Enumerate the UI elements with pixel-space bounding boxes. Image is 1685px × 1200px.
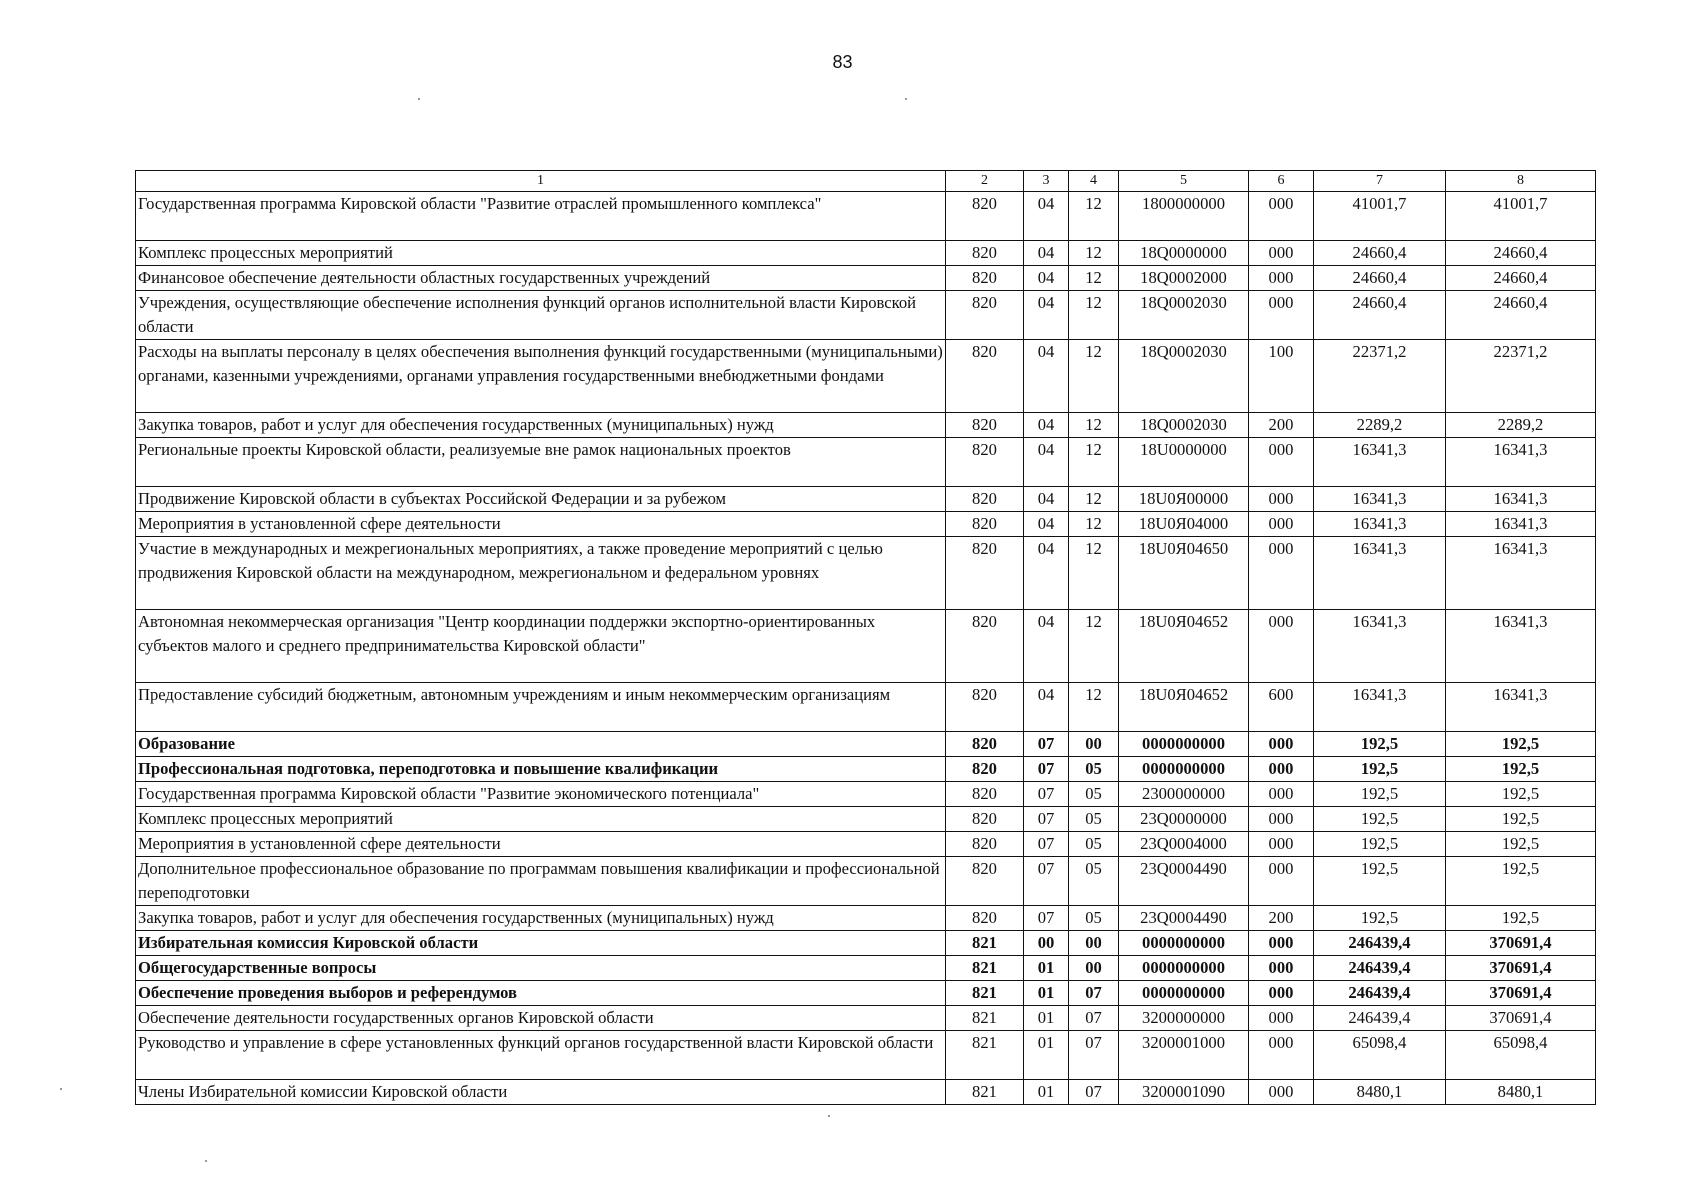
- row-value-cell-c3: 04: [1024, 537, 1069, 610]
- row-value-cell-c6: 000: [1249, 438, 1314, 487]
- table-row: [136, 610, 1596, 683]
- row-value-cell-c2: 821: [946, 1031, 1024, 1080]
- row-value-cell-c5: 0000000000: [1119, 956, 1249, 981]
- row-value-cell-c3: 07: [1024, 906, 1069, 931]
- row-value-cell-c4: 12: [1069, 537, 1119, 610]
- header-cell: 8: [1446, 171, 1596, 192]
- row-value-cell-c5: 18U0Я00000: [1119, 487, 1249, 512]
- row-value-cell-c3: 01: [1024, 981, 1069, 1006]
- row-value-cell-c2: 820: [946, 487, 1024, 512]
- row-name-cell: Закупка товаров, работ и услуг для обеспечения государственных (муниципальных) нужд: [136, 906, 946, 931]
- row-name-cell: Дополнительное профессиональное образование по программам повышения квалификации и профессиональной переподготовки: [136, 857, 946, 906]
- row-value-cell-c4: 00: [1069, 732, 1119, 757]
- row-value-cell-c6: 000: [1249, 1031, 1314, 1080]
- row-name-cell: Автономная некоммерческая организация "Центр координации поддержки экспортно-ориентированных субъектов малого и среднего предпринимательства Кировской области": [136, 610, 946, 683]
- row-value-cell-c6: 000: [1249, 807, 1314, 832]
- row-value-cell-c4: 12: [1069, 291, 1119, 340]
- table-row: [136, 832, 1596, 857]
- row-value-cell-c2: 820: [946, 291, 1024, 340]
- row-value-cell-c4: 05: [1069, 832, 1119, 857]
- row-value-cell-c6: 200: [1249, 413, 1314, 438]
- row-name-cell: Комплекс процессных мероприятий: [136, 807, 946, 832]
- row-value-cell-c8: 16341,3: [1446, 512, 1596, 537]
- row-value-cell-c8: 22371,2: [1446, 340, 1596, 413]
- row-value-cell-c8: 192,5: [1446, 782, 1596, 807]
- row-value-cell-c5: 18U0Я04650: [1119, 537, 1249, 610]
- row-value-cell-c7: 16341,3: [1314, 438, 1446, 487]
- row-value-cell-c5: 18U0Я04652: [1119, 683, 1249, 732]
- row-value-cell-c6: 000: [1249, 192, 1314, 241]
- row-name-cell: Предоставление субсидий бюджетным, автономным учреждениям и иным некоммерческим организациям: [136, 683, 946, 732]
- row-value-cell-c6: 000: [1249, 857, 1314, 906]
- table-row: [136, 1006, 1596, 1031]
- row-value-cell-c5: 18Q0002030: [1119, 291, 1249, 340]
- row-value-cell-c8: 192,5: [1446, 732, 1596, 757]
- row-name-cell: Мероприятия в установленной сфере деятельности: [136, 512, 946, 537]
- header-cell: 7: [1314, 171, 1446, 192]
- row-value-cell-c7: 24660,4: [1314, 291, 1446, 340]
- row-name-cell: Финансовое обеспечение деятельности областных государственных учреждений: [136, 266, 946, 291]
- row-value-cell-c4: 07: [1069, 1031, 1119, 1080]
- row-value-cell-c8: 16341,3: [1446, 610, 1596, 683]
- row-value-cell-c8: 41001,7: [1446, 192, 1596, 241]
- row-value-cell-c7: 192,5: [1314, 757, 1446, 782]
- table-row: [136, 807, 1596, 832]
- row-value-cell-c7: 41001,7: [1314, 192, 1446, 241]
- row-value-cell-c5: 0000000000: [1119, 732, 1249, 757]
- row-name-cell: Члены Избирательной комиссии Кировской области: [136, 1080, 946, 1105]
- row-value-cell-c5: 3200000000: [1119, 1006, 1249, 1031]
- row-value-cell-c2: 820: [946, 413, 1024, 438]
- row-value-cell-c3: 04: [1024, 291, 1069, 340]
- row-value-cell-c7: 246439,4: [1314, 1006, 1446, 1031]
- row-value-cell-c4: 12: [1069, 413, 1119, 438]
- row-value-cell-c5: 0000000000: [1119, 981, 1249, 1006]
- table-row: [136, 487, 1596, 512]
- row-value-cell-c3: 01: [1024, 1006, 1069, 1031]
- row-value-cell-c3: 04: [1024, 413, 1069, 438]
- row-value-cell-c2: 820: [946, 857, 1024, 906]
- row-value-cell-c6: 000: [1249, 732, 1314, 757]
- row-value-cell-c3: 01: [1024, 1080, 1069, 1105]
- row-value-cell-c3: 07: [1024, 732, 1069, 757]
- row-value-cell-c2: 820: [946, 906, 1024, 931]
- row-value-cell-c3: 04: [1024, 192, 1069, 241]
- row-value-cell-c4: 05: [1069, 757, 1119, 782]
- row-value-cell-c5: 1800000000: [1119, 192, 1249, 241]
- row-value-cell-c8: 24660,4: [1446, 266, 1596, 291]
- row-value-cell-c5: 18U0Я04000: [1119, 512, 1249, 537]
- row-value-cell-c7: 16341,3: [1314, 487, 1446, 512]
- row-name-cell: Обеспечение проведения выборов и референдумов: [136, 981, 946, 1006]
- row-value-cell-c7: 192,5: [1314, 906, 1446, 931]
- scan-speck: [205, 1160, 207, 1162]
- row-value-cell-c3: 07: [1024, 807, 1069, 832]
- row-name-cell: Комплекс процессных мероприятий: [136, 241, 946, 266]
- table-row: [136, 291, 1596, 340]
- row-value-cell-c8: 8480,1: [1446, 1080, 1596, 1105]
- row-value-cell-c4: 12: [1069, 610, 1119, 683]
- row-value-cell-c4: 05: [1069, 782, 1119, 807]
- table-row: [136, 931, 1596, 956]
- row-name-cell: Мероприятия в установленной сфере деятельности: [136, 832, 946, 857]
- row-value-cell-c8: 192,5: [1446, 857, 1596, 906]
- row-value-cell-c7: 2289,2: [1314, 413, 1446, 438]
- page-number: 83: [832, 52, 853, 72]
- row-value-cell-c3: 07: [1024, 857, 1069, 906]
- row-value-cell-c3: 04: [1024, 610, 1069, 683]
- row-value-cell-c6: 100: [1249, 340, 1314, 413]
- row-value-cell-c3: 07: [1024, 757, 1069, 782]
- row-value-cell-c3: 04: [1024, 340, 1069, 413]
- row-value-cell-c8: 192,5: [1446, 906, 1596, 931]
- row-value-cell-c8: 370691,4: [1446, 981, 1596, 1006]
- row-value-cell-c3: 04: [1024, 683, 1069, 732]
- row-value-cell-c4: 07: [1069, 1080, 1119, 1105]
- header-cell: 6: [1249, 171, 1314, 192]
- row-value-cell-c3: 04: [1024, 438, 1069, 487]
- row-value-cell-c8: 24660,4: [1446, 291, 1596, 340]
- row-name-cell: Государственная программа Кировской области "Развитие отраслей промышленного комплекса": [136, 192, 946, 241]
- row-value-cell-c3: 04: [1024, 266, 1069, 291]
- row-value-cell-c4: 12: [1069, 192, 1119, 241]
- table-row: [136, 413, 1596, 438]
- row-value-cell-c5: 2300000000: [1119, 782, 1249, 807]
- row-value-cell-c4: 05: [1069, 807, 1119, 832]
- row-value-cell-c7: 65098,4: [1314, 1031, 1446, 1080]
- table-row: [136, 683, 1596, 732]
- row-value-cell-c8: 192,5: [1446, 807, 1596, 832]
- row-value-cell-c7: 16341,3: [1314, 512, 1446, 537]
- row-value-cell-c4: 12: [1069, 438, 1119, 487]
- table-row: [136, 537, 1596, 610]
- scan-speck: [418, 98, 420, 100]
- row-value-cell-c8: 16341,3: [1446, 438, 1596, 487]
- row-value-cell-c8: 192,5: [1446, 832, 1596, 857]
- row-value-cell-c7: 16341,3: [1314, 537, 1446, 610]
- row-value-cell-c7: 246439,4: [1314, 981, 1446, 1006]
- row-value-cell-c3: 07: [1024, 832, 1069, 857]
- row-value-cell-c4: 05: [1069, 906, 1119, 931]
- row-value-cell-c5: 23Q0004490: [1119, 906, 1249, 931]
- row-value-cell-c2: 820: [946, 683, 1024, 732]
- table-row: [136, 981, 1596, 1006]
- row-value-cell-c6: 000: [1249, 537, 1314, 610]
- row-name-cell: Обеспечение деятельности государственных органов Кировской области: [136, 1006, 946, 1031]
- header-cell: 2: [946, 171, 1024, 192]
- row-name-cell: Общегосударственные вопросы: [136, 956, 946, 981]
- row-value-cell-c2: 820: [946, 266, 1024, 291]
- table-row: [136, 192, 1596, 241]
- table-row: [136, 906, 1596, 931]
- row-value-cell-c3: 01: [1024, 1031, 1069, 1080]
- row-value-cell-c8: 370691,4: [1446, 931, 1596, 956]
- row-name-cell: Образование: [136, 732, 946, 757]
- row-value-cell-c2: 820: [946, 832, 1024, 857]
- row-value-cell-c7: 24660,4: [1314, 266, 1446, 291]
- row-value-cell-c8: 16341,3: [1446, 683, 1596, 732]
- row-value-cell-c3: 04: [1024, 241, 1069, 266]
- row-value-cell-c6: 000: [1249, 981, 1314, 1006]
- row-value-cell-c2: 820: [946, 537, 1024, 610]
- row-value-cell-c7: 8480,1: [1314, 1080, 1446, 1105]
- row-name-cell: Учреждения, осуществляющие обеспечение исполнения функций органов исполнительной власти Кировской области: [136, 291, 946, 340]
- row-value-cell-c7: 246439,4: [1314, 956, 1446, 981]
- row-value-cell-c7: 22371,2: [1314, 340, 1446, 413]
- row-value-cell-c5: 0000000000: [1119, 931, 1249, 956]
- row-value-cell-c4: 07: [1069, 981, 1119, 1006]
- row-value-cell-c4: 12: [1069, 683, 1119, 732]
- row-value-cell-c3: 04: [1024, 512, 1069, 537]
- table-row: [136, 757, 1596, 782]
- row-value-cell-c6: 000: [1249, 241, 1314, 266]
- row-value-cell-c4: 05: [1069, 857, 1119, 906]
- row-value-cell-c6: 000: [1249, 1080, 1314, 1105]
- row-value-cell-c7: 16341,3: [1314, 683, 1446, 732]
- row-value-cell-c5: 0000000000: [1119, 757, 1249, 782]
- row-name-cell: Профессиональная подготовка, переподготовка и повышение квалификации: [136, 757, 946, 782]
- row-value-cell-c7: 246439,4: [1314, 931, 1446, 956]
- row-value-cell-c4: 12: [1069, 487, 1119, 512]
- row-value-cell-c7: 192,5: [1314, 807, 1446, 832]
- row-value-cell-c5: 18Q0002030: [1119, 340, 1249, 413]
- row-value-cell-c3: 01: [1024, 956, 1069, 981]
- header-cell: 1: [136, 171, 946, 192]
- row-value-cell-c5: 18U0Я04652: [1119, 610, 1249, 683]
- row-value-cell-c8: 16341,3: [1446, 487, 1596, 512]
- row-value-cell-c8: 16341,3: [1446, 537, 1596, 610]
- row-value-cell-c2: 821: [946, 981, 1024, 1006]
- row-value-cell-c7: 192,5: [1314, 857, 1446, 906]
- table-row: [136, 782, 1596, 807]
- row-value-cell-c6: 000: [1249, 291, 1314, 340]
- row-value-cell-c4: 12: [1069, 512, 1119, 537]
- row-name-cell: Участие в международных и межрегиональных мероприятиях, а также проведение мероприятий с целью продвижения Кировской области на международном, межрегиональном и федеральном уровнях: [136, 537, 946, 610]
- row-value-cell-c4: 12: [1069, 266, 1119, 291]
- row-value-cell-c2: 821: [946, 956, 1024, 981]
- row-name-cell: Избирательная комиссия Кировской области: [136, 931, 946, 956]
- row-value-cell-c5: 23Q0004000: [1119, 832, 1249, 857]
- table-body: [136, 171, 1596, 1105]
- table-row: [136, 956, 1596, 981]
- header-row: [136, 171, 1596, 192]
- row-value-cell-c8: 192,5: [1446, 757, 1596, 782]
- table-row: [136, 266, 1596, 291]
- row-value-cell-c2: 821: [946, 931, 1024, 956]
- row-value-cell-c6: 000: [1249, 512, 1314, 537]
- row-value-cell-c6: 000: [1249, 782, 1314, 807]
- row-value-cell-c7: 192,5: [1314, 832, 1446, 857]
- row-value-cell-c3: 07: [1024, 782, 1069, 807]
- row-value-cell-c5: 18U0000000: [1119, 438, 1249, 487]
- row-value-cell-c3: 04: [1024, 487, 1069, 512]
- row-value-cell-c6: 000: [1249, 757, 1314, 782]
- row-value-cell-c6: 000: [1249, 266, 1314, 291]
- row-value-cell-c2: 820: [946, 782, 1024, 807]
- row-name-cell: Государственная программа Кировской области "Развитие экономического потенциала": [136, 782, 946, 807]
- row-value-cell-c2: 820: [946, 610, 1024, 683]
- row-value-cell-c2: 820: [946, 757, 1024, 782]
- row-name-cell: Руководство и управление в сфере установленных функций органов государственной власти Кировской области: [136, 1031, 946, 1080]
- scan-speck: [60, 1088, 62, 1090]
- row-value-cell-c5: 18Q0000000: [1119, 241, 1249, 266]
- row-name-cell: Продвижение Кировской области в субъектах Российской Федерации и за рубежом: [136, 487, 946, 512]
- row-value-cell-c6: 000: [1249, 832, 1314, 857]
- row-value-cell-c2: 820: [946, 340, 1024, 413]
- row-value-cell-c4: 00: [1069, 956, 1119, 981]
- row-value-cell-c6: 000: [1249, 1006, 1314, 1031]
- header-cell: 3: [1024, 171, 1069, 192]
- scan-speck: [828, 1115, 830, 1117]
- header-cell: 5: [1119, 171, 1249, 192]
- row-value-cell-c8: 370691,4: [1446, 956, 1596, 981]
- row-name-cell: Расходы на выплаты персоналу в целях обеспечения выполнения функций государственными (муниципальными) органами, казенными учреждениями, органами управления государственными внебюджетными фондами: [136, 340, 946, 413]
- row-value-cell-c4: 12: [1069, 340, 1119, 413]
- table-row: [136, 512, 1596, 537]
- row-value-cell-c5: 23Q0004490: [1119, 857, 1249, 906]
- table-row: [136, 1080, 1596, 1105]
- row-value-cell-c2: 820: [946, 512, 1024, 537]
- row-value-cell-c7: 16341,3: [1314, 610, 1446, 683]
- table-row: [136, 1031, 1596, 1080]
- row-value-cell-c6: 000: [1249, 610, 1314, 683]
- row-value-cell-c2: 820: [946, 732, 1024, 757]
- table-row: [136, 340, 1596, 413]
- row-value-cell-c8: 24660,4: [1446, 241, 1596, 266]
- row-value-cell-c4: 00: [1069, 931, 1119, 956]
- row-value-cell-c8: 2289,2: [1446, 413, 1596, 438]
- row-value-cell-c7: 24660,4: [1314, 241, 1446, 266]
- row-value-cell-c5: 18Q0002000: [1119, 266, 1249, 291]
- header-cell: 4: [1069, 171, 1119, 192]
- row-value-cell-c5: 18Q0002030: [1119, 413, 1249, 438]
- row-name-cell: Закупка товаров, работ и услуг для обеспечения государственных (муниципальных) нужд: [136, 413, 946, 438]
- row-value-cell-c3: 00: [1024, 931, 1069, 956]
- row-value-cell-c5: 23Q0000000: [1119, 807, 1249, 832]
- row-name-cell: Региональные проекты Кировской области, реализуемые вне рамок национальных проектов: [136, 438, 946, 487]
- row-value-cell-c2: 820: [946, 192, 1024, 241]
- row-value-cell-c2: 820: [946, 241, 1024, 266]
- row-value-cell-c8: 370691,4: [1446, 1006, 1596, 1031]
- row-value-cell-c6: 600: [1249, 683, 1314, 732]
- row-value-cell-c6: 000: [1249, 956, 1314, 981]
- row-value-cell-c7: 192,5: [1314, 782, 1446, 807]
- budget-table: [135, 170, 1596, 1105]
- row-value-cell-c4: 12: [1069, 241, 1119, 266]
- row-value-cell-c2: 821: [946, 1080, 1024, 1105]
- row-value-cell-c6: 200: [1249, 906, 1314, 931]
- row-value-cell-c2: 820: [946, 807, 1024, 832]
- row-value-cell-c2: 820: [946, 438, 1024, 487]
- row-value-cell-c4: 07: [1069, 1006, 1119, 1031]
- row-value-cell-c2: 821: [946, 1006, 1024, 1031]
- table-row: [136, 438, 1596, 487]
- row-value-cell-c5: 3200001000: [1119, 1031, 1249, 1080]
- row-value-cell-c6: 000: [1249, 487, 1314, 512]
- scan-speck: [905, 98, 907, 100]
- table-row: [136, 241, 1596, 266]
- row-value-cell-c6: 000: [1249, 931, 1314, 956]
- row-value-cell-c8: 65098,4: [1446, 1031, 1596, 1080]
- table-row: [136, 857, 1596, 906]
- row-value-cell-c5: 3200001090: [1119, 1080, 1249, 1105]
- row-value-cell-c7: 192,5: [1314, 732, 1446, 757]
- table-row: [136, 732, 1596, 757]
